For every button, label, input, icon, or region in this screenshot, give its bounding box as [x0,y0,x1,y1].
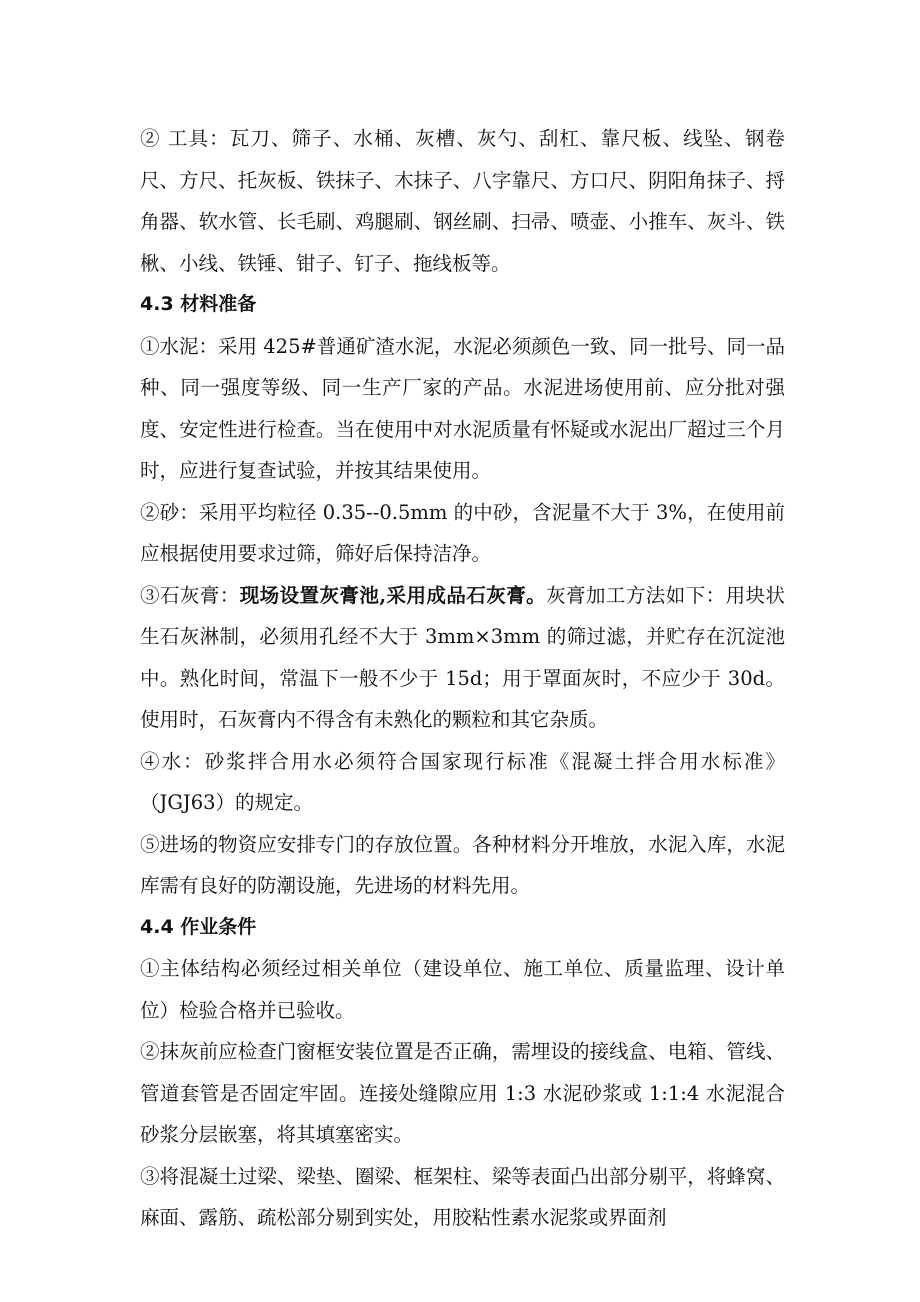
paragraph-water: ④水：砂浆拌合用水必须符合国家现行标准《混凝土拌合用水标准》（JGJ63）的规定。 [140,749,785,814]
lime-bold-text: 现场设置灰膏池,采用成品石灰膏。 [239,583,547,607]
paragraph-lime [140,575,785,741]
paragraph-sand: ②砂：采用平均粒径 0.35--0.5mm 的中砂，含泥量不大于 3%，在使用前应根据使用要求过筛，筛好后保持洁净。 [140,500,785,565]
section-heading-4-4: 4.4 作业条件 [140,915,257,938]
paragraph-storage: ⑤进场的物资应安排专门的存放位置。各种材料分开堆放，水泥入库，水泥库需有良好的防潮设施，先进场的材料先用。 [140,832,785,897]
paragraph-condition-1: ①主体结构必须经过相关单位（建设单位、施工单位、质量监理、设计单位）检验合格并已验收。 [140,957,785,1022]
paragraph-cement: ①水泥：采用 425#普通矿渣水泥，水泥必须颜色一致、同一批号、同一品种、同一强度等级、同一生产厂家的产品。水泥进场使用前、应分批对强度、安定性进行检查。当在使用中对水泥质量有怀疑或水泥出厂超过三个月时，应进行复查试验，并按其结果使用。 [140,334,785,482]
paragraph-condition-3: ③将混凝土过梁、梁垫、圈梁、框架柱、梁等表面凸出部分剔平，将蜂窝、麻面、露筋、疏松部分剔到实处，用胶粘性素水泥浆或界面剂 [140,1164,785,1229]
paragraph-tools: ② 工具：瓦刀、筛子、水桶、灰槽、灰勺、刮杠、靠尺板、线坠、钢卷尺、方尺、托灰板、铁抹子、木抹子、八字靠尺、方口尺、阴阳角抹子、捋角器、软水管、长毛刷、鸡腿刷、钢丝刷、扫帚、喷壶、小推车、灰斗、铁楸、小线、铁锤、钳子、钉子、拖线板等。 [140,127,785,275]
paragraph-condition-2: ②抹灰前应检查门窗框安装位置是否正确，需埋设的接线盒、电箱、管线、管道套管是否固定牢固。连接处缝隙应用 1:3 水泥砂浆或 1:1:4 水泥混合砂浆分层嵌塞，将其填塞密实。 [140,1040,785,1146]
lime-label: ③石灰膏： [140,583,240,607]
document-body [140,118,785,1239]
lime-rest-text: 灰膏加工方法如下：用块状生石灰淋制，必须用孔经不大于 3mm×3mm 的筛过滤，并贮存在沉淀池中。熟化时间，常温下一般不少于 15d；用于罩面灰时，不应少于 30d。使用时，石灰膏内不得含有未熟化的颗粒和其它杂质。 [140,583,785,731]
section-heading-4-3: 4.3 材料准备 [140,293,257,315]
